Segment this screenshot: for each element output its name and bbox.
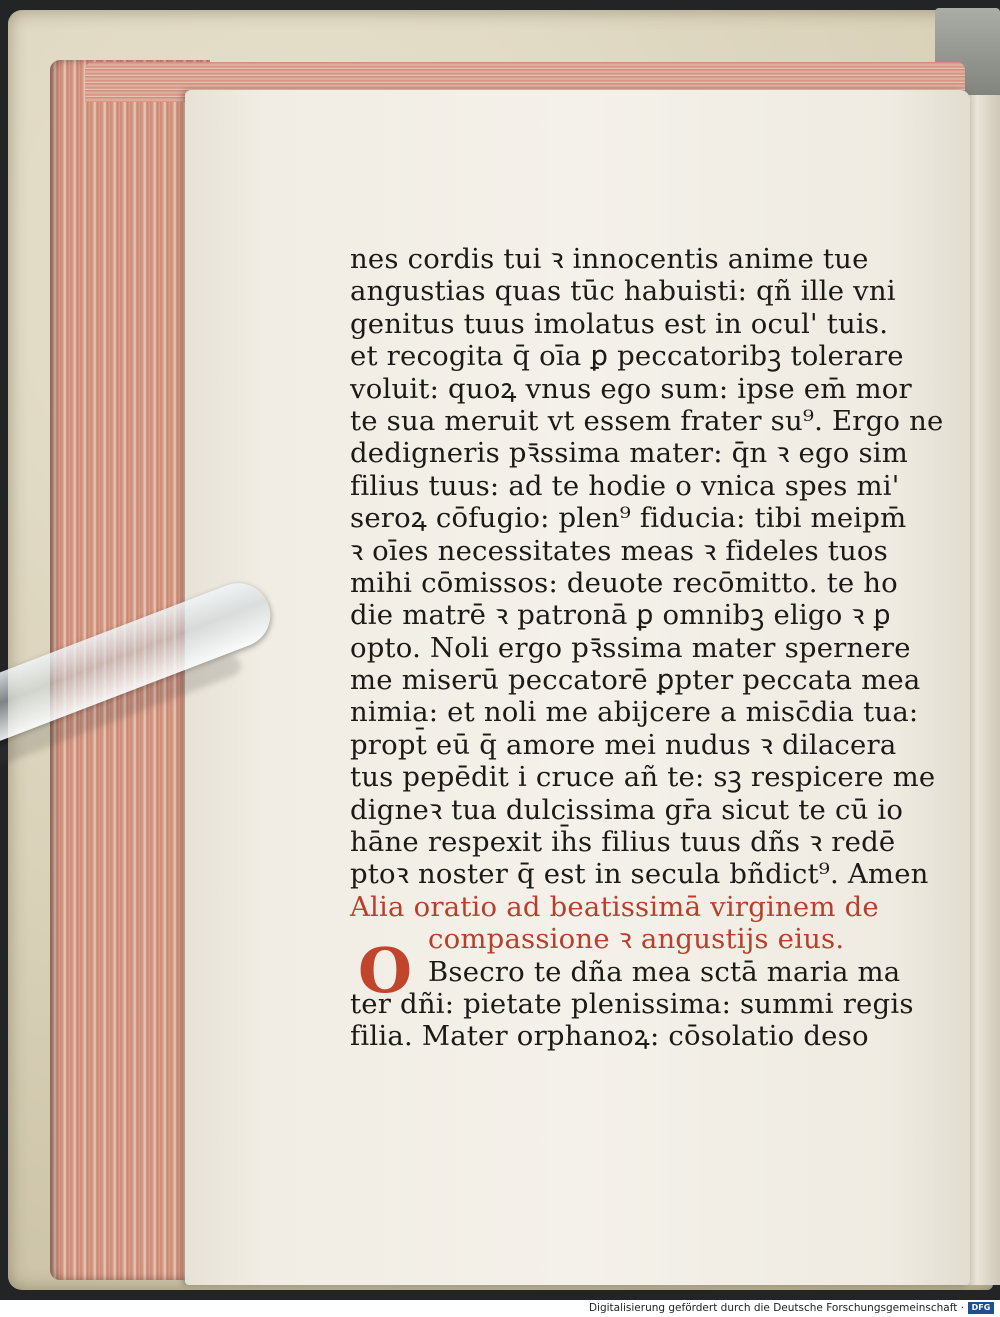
text-line: ꝛ oīes necessitates meas ꝛ fideles tuos [350, 534, 888, 567]
text-line: me miserū peccatorē ꝑpter peccata mea [350, 664, 921, 697]
text-line: voluit: quoꝝ vnus ego sum: ipse em̄ mor [350, 372, 912, 405]
text-line: digneꝛ tua dulcissima gr̄a sicut te cū io [350, 793, 904, 826]
text-line: filia. Mater orphanoꝝ: cōsolatio deso [350, 1020, 869, 1053]
dfg-logo-icon: DFG [968, 1302, 994, 1314]
text-line: propt̄ eū q̄ amore mei nudus ꝛ dilacera [350, 728, 897, 761]
text-line: ter dñi: pietate plenissima: summi regis [350, 987, 914, 1020]
text-line: te sua meruit vt essem frater su⁹. Ergo ne [350, 404, 944, 437]
decorated-initial: O [358, 934, 413, 1007]
funding-credit: Digitalisierung gefördert durch die Deutsche Forschungsgemeinschaft · [588, 1302, 964, 1314]
rubric-heading-line: compassione ꝛ angustijs eius. [428, 923, 845, 956]
text-line: ptoꝛ noster q̄ est in secula bñdict⁹. Amen [350, 858, 929, 891]
text-line: filius tuus: ad te hodie o vnica spes mi' [350, 469, 900, 502]
text-line: tus pepēdit i cruce añ te: sꝫ respicere me [350, 761, 936, 794]
text-line: angustias quas tūc habuisti: qñ ille vni [350, 275, 896, 308]
text-line: die matrē ꝛ patronā ꝑ omnibꝫ eligo ꝛ ꝑ [350, 599, 891, 632]
text-line: genitus tuus imolatus est in ocul' tuis. [350, 307, 889, 340]
text-line: Bsecro te dña mea sctā maria ma [428, 955, 901, 988]
text-line: dedigneris pꝛ̄ssima mater: q̄n ꝛ ego sim [350, 437, 909, 470]
text-line: nes cordis tui ꝛ innocentis anime tue [350, 243, 869, 275]
text-line: seroꝝ cōfugio: plen⁹ fiducia: tibi meipm̄ [350, 502, 907, 535]
text-line: hāne respexit ih̄s filius tuus dñs ꝛ redē [350, 826, 896, 859]
rubric-heading-line: Alia oratio ad beatissimā virginem de [350, 890, 879, 923]
text-line: mihi cōmissos: deuote recōmitto. te ho [350, 566, 898, 599]
text-line: nimia: et noli me abijcere a misc̄dia tua: [350, 696, 919, 729]
text-line: et recogita q̄ oīa ꝑ peccatoribꝫ tolerare [350, 340, 904, 373]
page-text [350, 243, 944, 1053]
text-line: opto. Noli ergo pꝛ̄ssima mater spernere [350, 631, 911, 664]
